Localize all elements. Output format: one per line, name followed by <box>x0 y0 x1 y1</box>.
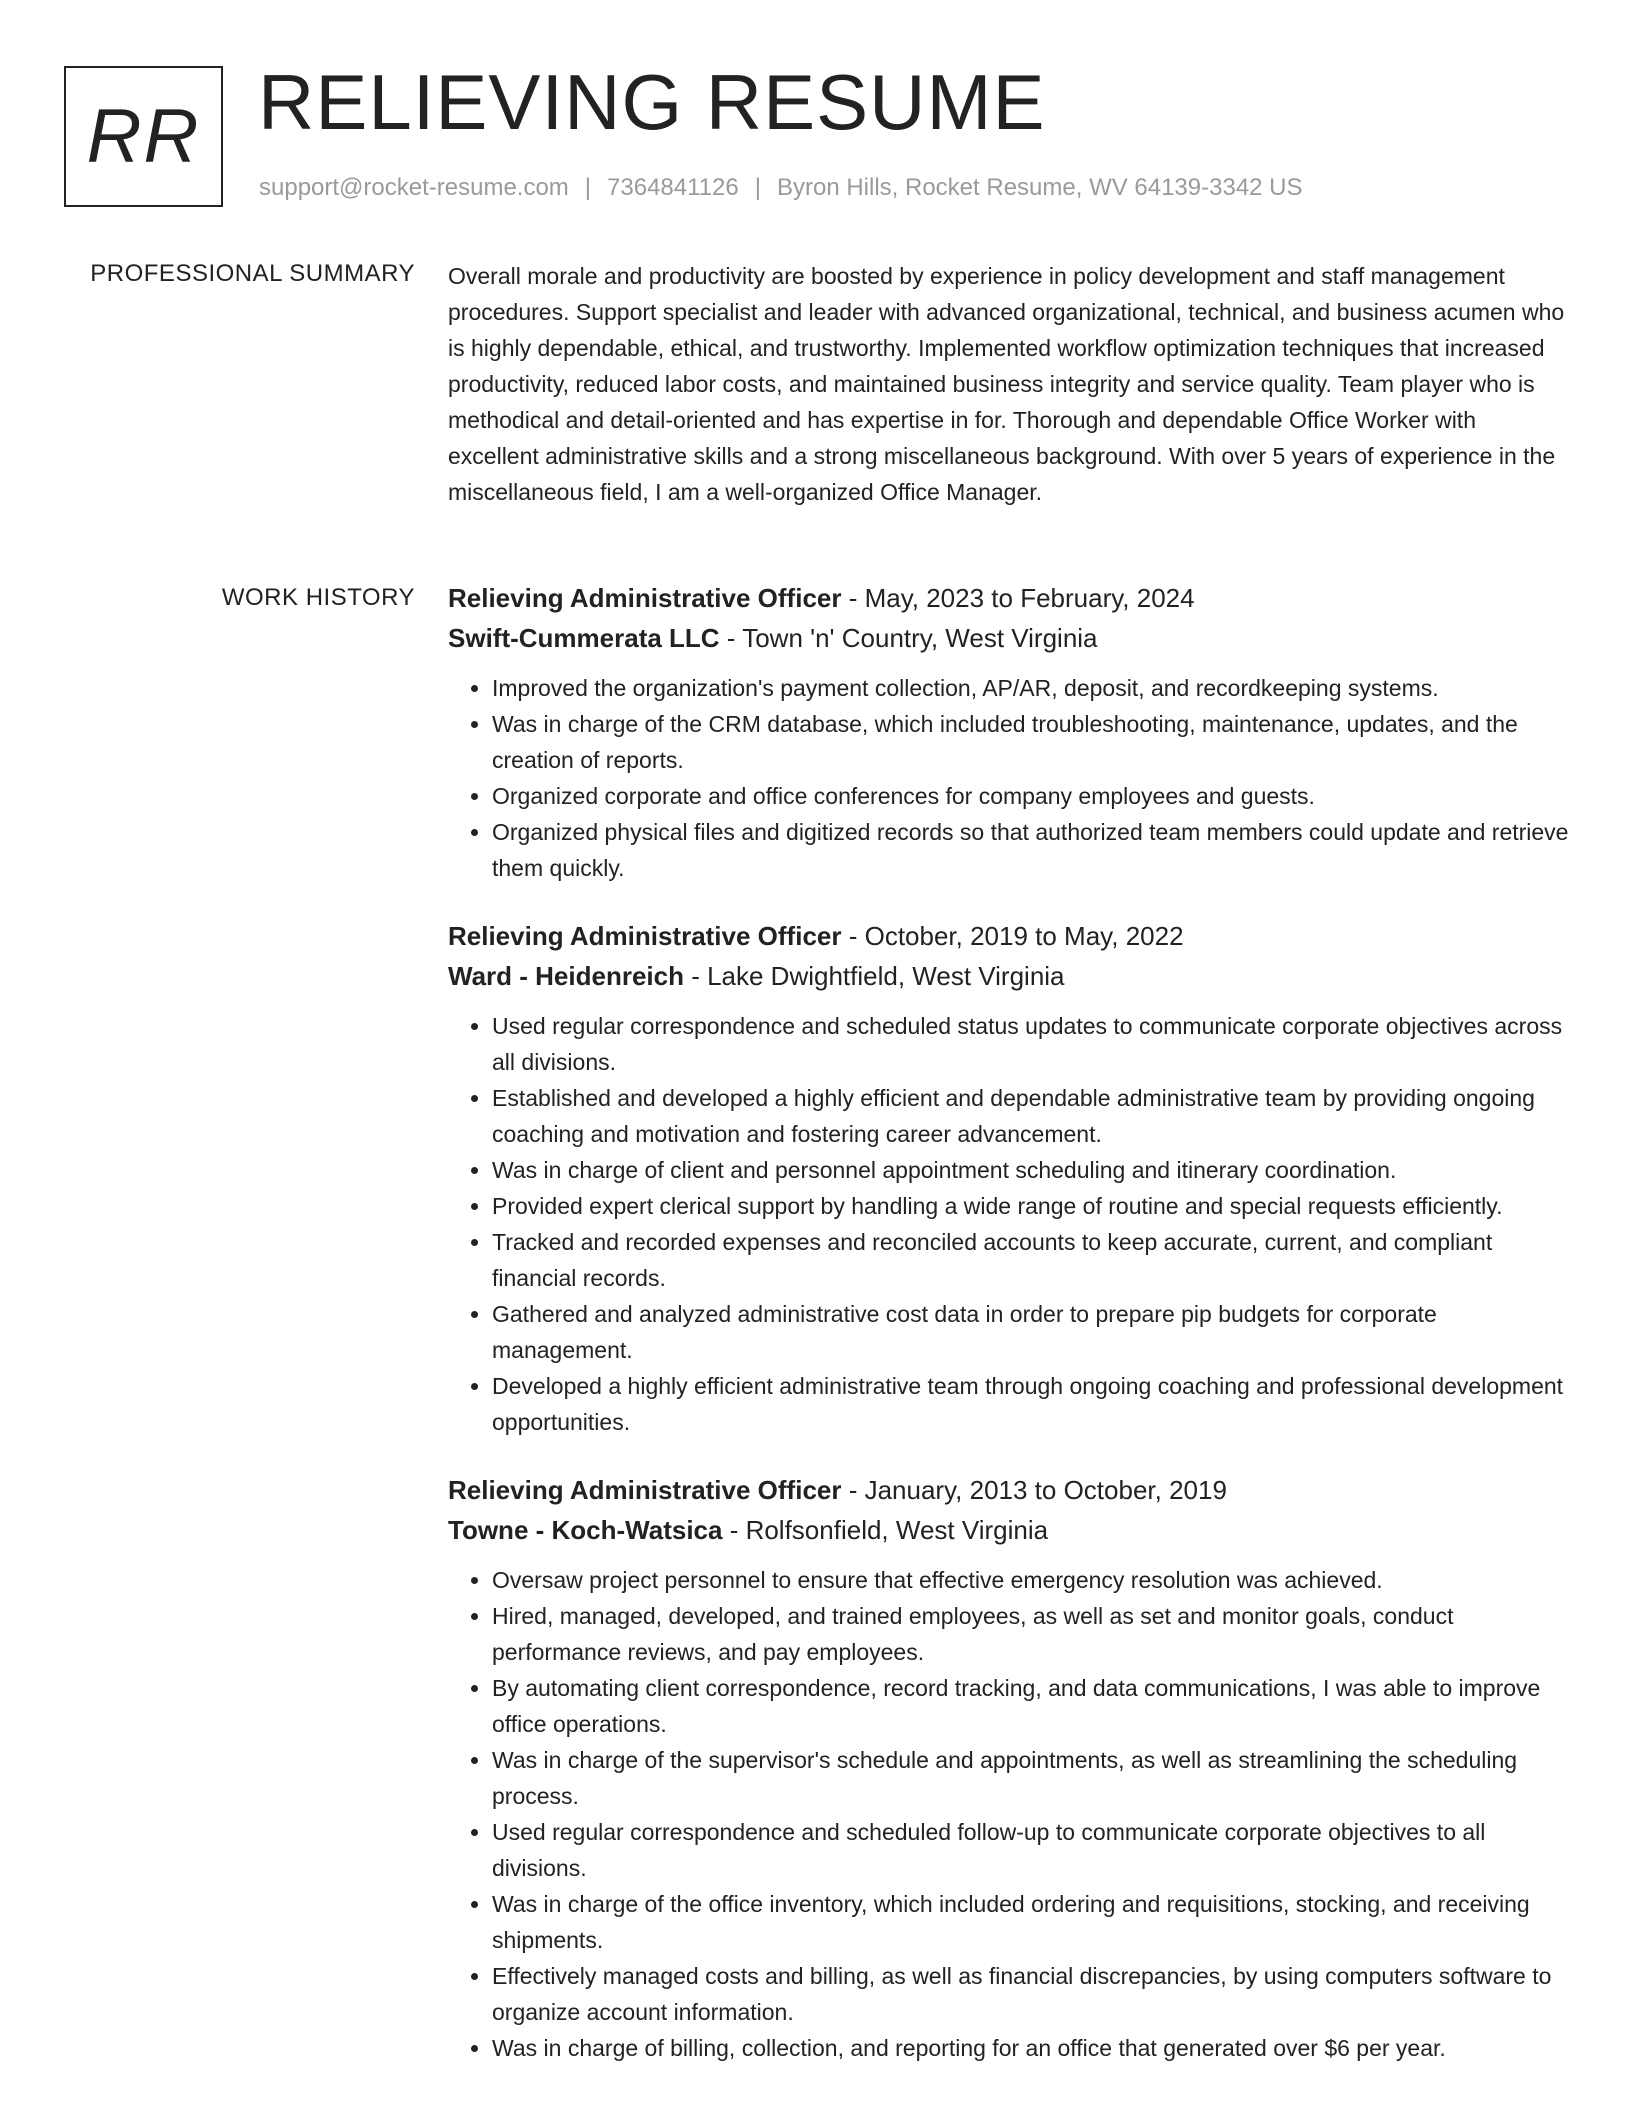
resume-header <box>64 58 1564 211</box>
work-history-body <box>448 578 1570 2096</box>
job-bullet: • Developed a highly efficient administrative team through ongoing coaching and professional development opportunities. <box>492 1368 1570 1440</box>
job-bullet: • Was in charge of the office inventory, which included ordering and requisitions, stocking, and receiving shipments. <box>492 1886 1570 1958</box>
summary-body <box>448 258 1570 510</box>
contact-address: Byron Hills, Rocket Resume, WV 64139-3342 US <box>776 174 1303 201</box>
job-bullet: • Used regular correspondence and scheduled follow-up to communicate corporate objectives to all divisions. <box>492 1814 1570 1886</box>
job-entry <box>448 916 1570 1440</box>
job-title-line <box>448 578 1570 618</box>
job-bullet: • Was in charge of the supervisor's schedule and appointments, as well as streamlining the scheduling process. <box>492 1742 1570 1814</box>
job-dates: - January, 2013 to October, 2019 <box>841 1475 1227 1505</box>
job-bullet: • By automating client correspondence, record tracking, and data communications, I was able to improve office operations. <box>492 1670 1570 1742</box>
summary-heading: PROFESSIONAL SUMMARY <box>90 260 415 287</box>
job-title: Relieving Administrative Officer <box>448 921 842 951</box>
job-bullet: • Was in charge of billing, collection, and reporting for an office that generated over $6 per year. <box>492 2030 1570 2066</box>
work-history-heading: WORK HISTORY <box>221 584 415 611</box>
job-title-line <box>448 1470 1570 1510</box>
job-company: Towne - Koch-Watsica <box>448 1515 723 1545</box>
summary-text: Overall morale and productivity are boosted by experience in policy development and staff management procedures. Support specialist and leader with advanced organizational, technical, and business acumen who is highly dependable, ethical, and trustworthy. Implemented workflow optimization techniques that increased productivity, reduced labor costs, and maintained business integrity and service quality. Team player who is methodical and detail-oriented and has expertise in for. Thorough and dependable Office Worker with excellent administrative skills and a strong miscellaneous background. With over 5 years of experience in the miscellaneous field, I am a well-organized Office Manager. <box>448 263 1565 505</box>
contact-separator: | <box>584 174 592 201</box>
monogram-logo: RR <box>64 66 223 207</box>
job-bullet-list <box>448 1562 1570 2066</box>
job-bullet: • Hired, managed, developed, and trained employees, as well as set and monitor goals, conduct performance reviews, and pay employees. <box>492 1598 1570 1670</box>
job-bullet: • Used regular correspondence and scheduled status updates to communicate corporate objectives across all divisions. <box>492 1008 1570 1080</box>
job-company-line <box>448 956 1570 996</box>
job-entry <box>448 1470 1570 2066</box>
page-title: RELIEVING RESUME <box>258 58 1046 146</box>
job-dates: - October, 2019 to May, 2022 <box>841 921 1184 951</box>
job-bullet-list <box>448 670 1570 886</box>
job-bullet: • Tracked and recorded expenses and reconciled accounts to keep accurate, current, and compliant financial records. <box>492 1224 1570 1296</box>
job-bullet: • Established and developed a highly efficient and dependable administrative team by providing ongoing coaching and motivation and fostering career advancement. <box>492 1080 1570 1152</box>
job-bullet: • Organized physical files and digitized records so that authorized team members could update and retrieve them quickly. <box>492 814 1570 886</box>
job-bullet: • Was in charge of client and personnel appointment scheduling and itinerary coordination. <box>492 1152 1570 1188</box>
job-company-line <box>448 618 1570 658</box>
contact-line <box>259 174 1303 202</box>
job-location: - Lake Dwightfield, West Virginia <box>683 961 1065 991</box>
job-company: Swift-Cummerata LLC <box>448 623 720 653</box>
job-location: - Town 'n' Country, West Virginia <box>719 623 1098 653</box>
job-location: - Rolfsonfield, West Virginia <box>722 1515 1049 1545</box>
job-dates: - May, 2023 to February, 2024 <box>841 583 1195 613</box>
job-title-line <box>448 916 1570 956</box>
job-bullet: • Gathered and analyzed administrative cost data in order to prepare pip budgets for corporate management. <box>492 1296 1570 1368</box>
contact-separator: | <box>754 174 761 201</box>
contact-phone[interactable]: 7364841126 <box>607 174 739 201</box>
job-company-line <box>448 1510 1570 1550</box>
job-title: Relieving Administrative Officer <box>448 1475 842 1505</box>
job-bullet: • Provided expert clerical support by handling a wide range of routine and special requests efficiently. <box>492 1188 1570 1224</box>
job-company: Ward - Heidenreich <box>448 961 684 991</box>
job-entry <box>448 578 1570 886</box>
job-title: Relieving Administrative Officer <box>448 583 842 613</box>
job-bullet: • Oversaw project personnel to ensure that effective emergency resolution was achieved. <box>492 1562 1570 1598</box>
job-bullet: • Was in charge of the CRM database, which included troubleshooting, maintenance, updates, and the creation of reports. <box>492 706 1570 778</box>
job-bullet-list <box>448 1008 1570 1440</box>
job-bullet: • Organized corporate and office conferences for company employees and guests. <box>492 778 1570 814</box>
job-bullet: • Improved the organization's payment collection, AP/AR, deposit, and recordkeeping systems. <box>492 670 1570 706</box>
job-bullet: • Effectively managed costs and billing, as well as financial discrepancies, by using computers software to organize account information. <box>492 1958 1570 2030</box>
contact-email[interactable]: support@rocket-resume.com <box>259 174 569 201</box>
